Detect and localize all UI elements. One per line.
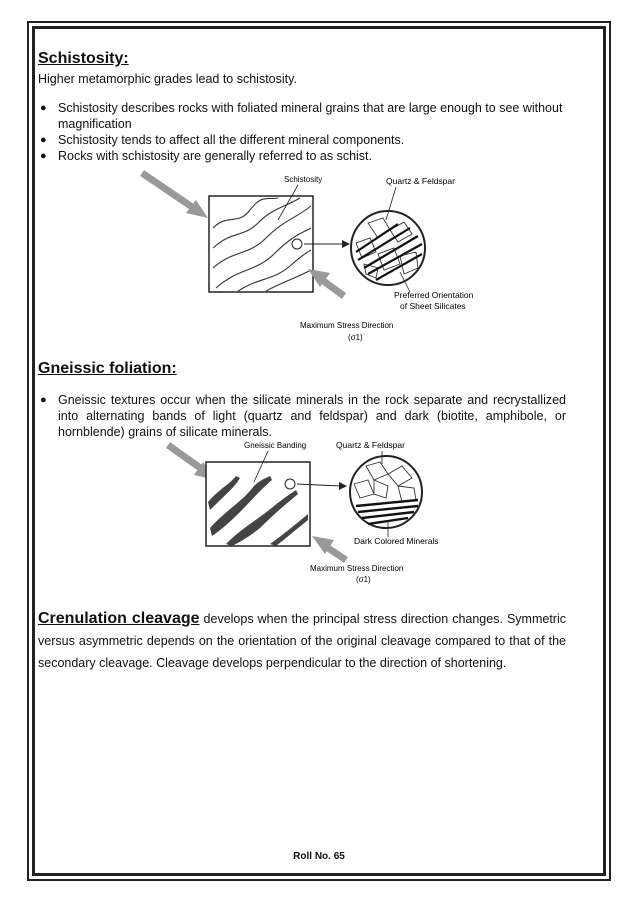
list-item <box>38 132 566 148</box>
zoom-circle-gneiss <box>350 456 422 528</box>
schistosity-intro: Higher metamorphic grades lead to schistosity. <box>38 72 297 86</box>
bullet-icon: ● <box>40 102 47 114</box>
bullet-icon: ● <box>40 394 47 406</box>
gneissic-bullets <box>38 392 566 440</box>
label-quartz-feldspar: Quartz & Feldspar <box>336 440 405 450</box>
label-gneissic-banding: Gneissic Banding <box>244 441 307 450</box>
page-content <box>38 46 566 674</box>
label-dark-minerals: Dark Colored Minerals <box>354 536 439 546</box>
bullet-text: Schistosity tends to affect all the different mineral components. <box>58 133 405 147</box>
list-item <box>38 392 566 440</box>
crenulation-text: develops when the principal stress direction changes. Symmetric versus asymmetric depends on the orientation of the original cleavage compared to that of the secondary cleavage. Cleavage develops perpendicular to the direction of shortening. <box>38 612 566 670</box>
gneissic-figure <box>38 440 566 600</box>
label-max-stress: Maximum Stress Direction <box>300 321 394 330</box>
bullet-icon: ● <box>40 134 47 146</box>
stress-arrow-bottom <box>312 536 346 560</box>
list-item <box>38 148 566 164</box>
gneissic-heading: Gneissic foliation: <box>38 360 177 377</box>
zoom-circle-quartz <box>351 211 425 285</box>
label-sheet-silicates: of Sheet Silicates <box>400 301 466 311</box>
crenulation-paragraph <box>38 608 566 674</box>
label-quartz-feldspar: Quartz & Feldspar <box>386 176 455 186</box>
label-sigma: (σ1) <box>348 333 363 342</box>
schistosity-bullets <box>38 100 566 164</box>
bullet-text: Rocks with schistosity are generally referred to as schist. <box>58 149 373 163</box>
stress-arrow-top <box>142 173 208 218</box>
bullet-icon: ● <box>40 150 47 162</box>
list-item <box>38 100 566 132</box>
footer-roll-number: Roll No. 65 <box>293 851 345 862</box>
bullet-text: Schistosity describes rocks with foliated mineral grains that are large enough to see without magnification <box>58 101 563 131</box>
label-sigma: (σ1) <box>356 575 371 584</box>
bullet-text: Gneissic textures occur when the silicate minerals in the rock separate and recrystallized into alternating bands of light (quartz and feldspar) and dark (biotite, amphibole, or hornblende) grains of silicate minerals. <box>58 393 566 439</box>
label-max-stress: Maximum Stress Direction <box>310 564 404 573</box>
gneiss-block <box>206 462 310 546</box>
crenulation-heading: Crenulation cleavage <box>38 610 200 627</box>
label-schistosity: Schistosity <box>284 175 323 184</box>
label-preferred-orientation: Preferred Orientation <box>394 290 474 300</box>
schistosity-heading: Schistosity: <box>38 50 129 67</box>
schistosity-figure <box>38 168 566 343</box>
